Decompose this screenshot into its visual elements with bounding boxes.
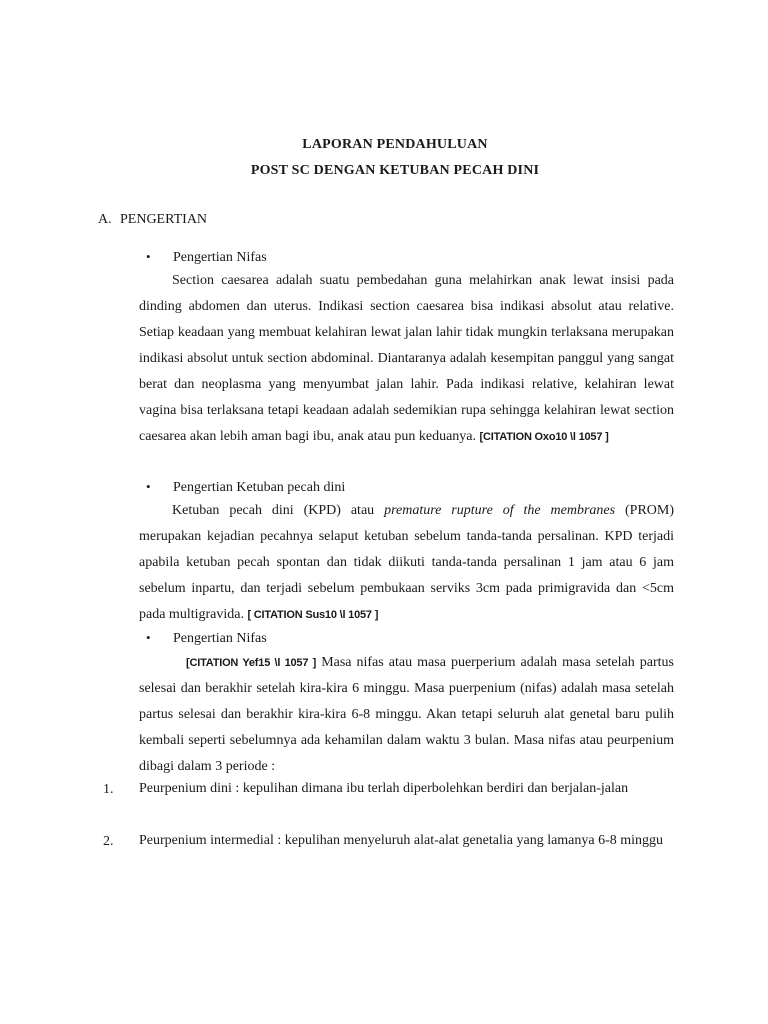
document-subtitle: POST SC DENGAN KETUBAN PECAH DINI [250,163,540,178]
list-number: 2. [103,834,114,849]
paragraph-masa-nifas [139,650,674,780]
list-item: Peurpenium dini : kepulihan dimana ibu terlah diperbolehkan berdiri dan berjalan-jalan [139,781,629,796]
paragraph-text: Section caesarea adalah suatu pembedahan guna melahirkan anak lewat insisi pada dinding abdomen dan uterus. Indikasi section caesarea bisa indikasi absolut atau relative. Setiap keadaan yang membuat kelahiran lewat jalan lahir tidak mungkin terlaksana merupakan indikasi absolut untuk section abdominal. Diantaranya adalah kesempitan panggul yang sangat berat dan neoplasma yang menyumbat jalan lahir. Pada indikasi relative, kelahiran lewat vagina bisa terlaksana tetapi keadaan adalah sedemikian rupa sehingga kelahiran lewat section caesarea akan lebih aman bagi ibu, anak atau pun keduanya. [139,273,674,444]
section-heading [98,212,207,228]
citation: [ CITATION Sus10 \l 1057 ] [247,609,379,621]
bullet-icon: • [146,479,151,494]
paragraph-text: Masa nifas atau masa puerperium adalah masa setelah partus selesai dan berakhir setelah kira-kira 6 minggu. Masa puerpenium (nifas) adalah masa setelah partus selesai dan berakhir kira-kira 6-8 minggu. Akan tetapi seluruh alat genetal baru pulih kembali seperti sebelumnya ada kehamilan dalam waktu 3 bulan. Masa nifas atau peurpenium dibagi dalam 3 periode : [139,655,674,774]
paragraph-kpd [139,498,674,628]
bullet-icon: • [146,630,151,645]
list-item: Peurpenium intermedial : kepulihan menyeluruh alat-alat genetalia yang lamanya 6-8 minggu [139,833,664,848]
bullet-item-pengertian-nifas [146,249,267,266]
section-title: PENGERTIAN [120,212,208,227]
bullet-label: Pengertian Ketuban pecah dini [173,480,346,495]
paragraph-text: Ketuban pecah dini (KPD) atau [172,503,375,518]
paragraph-section-caesarea [139,268,674,450]
italic-term: premature rupture of the membranes [384,503,616,518]
citation: [CITATION Oxo10 \l 1057 ] [479,431,609,443]
list-number: 1. [103,782,114,797]
bullet-icon: • [146,249,151,264]
citation: [CITATION Yef15 \l 1057 ] [186,657,317,669]
bullet-item-ketuban-pecah-dini [146,479,345,496]
bullet-label: Pengertian Nifas [173,250,267,265]
bullet-label: Pengertian Nifas [173,631,267,646]
section-letter: A. [98,212,112,227]
paragraph-text: (PROM) merupakan kejadian pecahnya selaput ketuban sebelum tanda-tanda persalinan. KPD terjadi apabila ketuban pecah spontan dan tidak diikuti tanda-tanda persalinan 1 jam atau 6 jam sebelum inpartu, dan terjadi sebelum pembukaan serviks 3cm pada primigravida dan <5cm pada multigravida. [139,503,675,622]
document-title: LAPORAN PENDAHULUAN [302,137,488,152]
bullet-item-pengertian-nifas-2 [146,630,267,647]
